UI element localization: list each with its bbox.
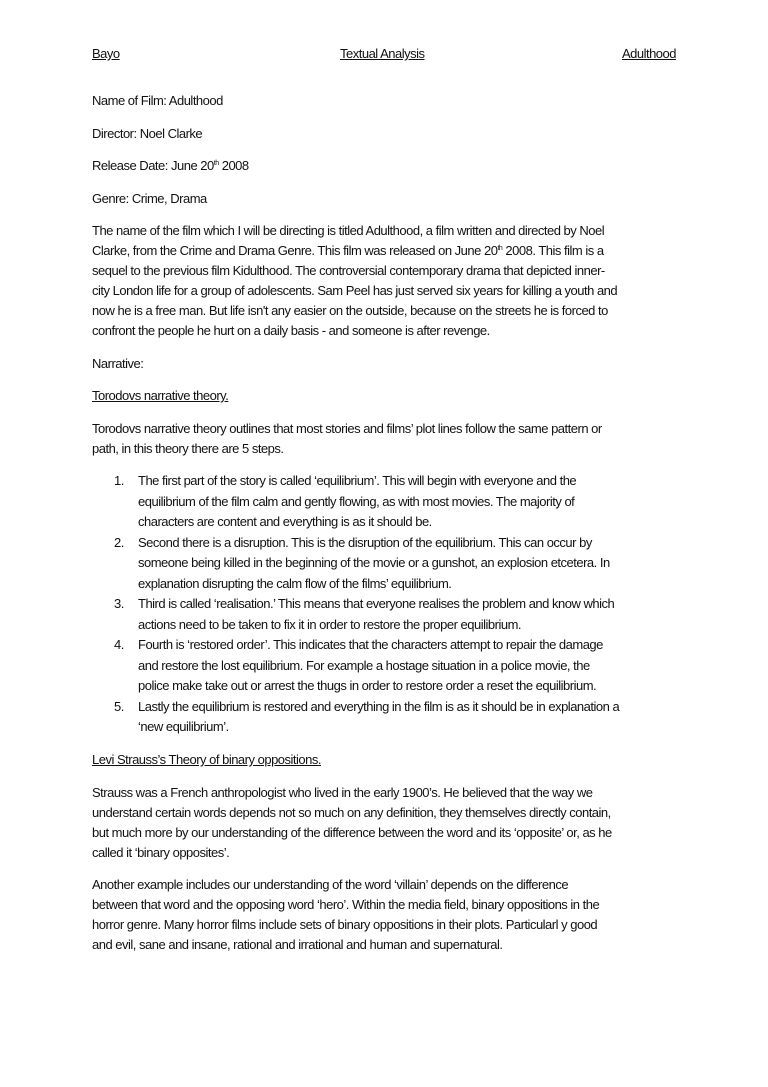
text-line: ‘new equilibrium’. xyxy=(138,719,229,734)
director: Director: Noel Clarke xyxy=(92,125,203,141)
genre: Genre: Crime, Drama xyxy=(92,190,207,206)
todorov-steps-list xyxy=(92,471,682,738)
film-name: Name of Film: Adulthood xyxy=(92,93,223,108)
list-item xyxy=(92,635,682,697)
text-line xyxy=(92,241,682,261)
release-date xyxy=(92,156,682,176)
text-line: horror genre. Many horror films include sets of binary oppositions in their plots. Particularl y good xyxy=(92,917,598,932)
document-page xyxy=(92,44,682,968)
list-item xyxy=(92,533,682,595)
text-line: The first part of the story is called ‘equilibrium’. This will begin with everyone and the xyxy=(138,473,577,488)
text-line: police make take out or arrest the thugs in order to restore order a reset the equilibrium. xyxy=(138,678,597,693)
text-line: Another example includes our understanding of the word ‘villain’ depends on the difference xyxy=(92,877,569,892)
text-line: Strauss was a French anthropologist who lived in the early 1900’s. He believed that the way we xyxy=(92,784,593,800)
text-line: explanation disrupting the calm flow of the films’ equilibrium. xyxy=(138,575,452,591)
release-post: 2008 xyxy=(218,158,249,173)
text-line: between that word and the opposing word ‘hero’. Within the media field, binary oppositions in the xyxy=(92,897,600,912)
release-pre: Release Date: June 20 xyxy=(92,158,214,173)
strauss-paragraph-2 xyxy=(92,875,682,955)
page-header xyxy=(92,44,682,64)
header-author: Bayo xyxy=(92,46,120,61)
text-line: and evil, sane and insane, rational and irrational and human and supernatural. xyxy=(92,937,503,952)
text-line: actions need to be taken to fix it in order to restore the proper equilibrium. xyxy=(138,616,522,632)
text-line: confront the people he hurt on a daily basis - and someone is after revenge. xyxy=(92,323,490,338)
header-film: Adulthood xyxy=(621,46,676,61)
list-number: 4. xyxy=(114,637,124,652)
line-post: 2008. This film is a xyxy=(502,243,604,258)
list-number: 2. xyxy=(114,534,124,550)
narrative-label: Narrative: xyxy=(92,355,144,371)
strauss-paragraph-1 xyxy=(92,783,682,863)
list-item xyxy=(92,471,682,533)
todorov-heading: Torodovs narrative theory. xyxy=(92,388,229,403)
list-number: 1. xyxy=(114,473,124,488)
list-item xyxy=(92,697,682,738)
text-line: someone being killed in the beginning of the movie or a gunshot, an explosion etcetera. In xyxy=(138,555,610,570)
text-line: characters are content and everything is as it should be. xyxy=(138,514,432,529)
text-line: Lastly the equilibrium is restored and everything in the film is as it should be in explanation a xyxy=(138,698,620,714)
text-line: Fourth is ‘restored order’. This indicates that the characters attempt to repair the damage xyxy=(138,637,603,652)
list-number: 3. xyxy=(114,596,124,611)
line-pre: Clarke, from the Crime and Drama Genre. This film was released on June 20 xyxy=(92,243,498,258)
line-sup: th xyxy=(497,245,503,252)
text-line: Second there is a disruption. This is the disruption of the equilibrium. This can occur by xyxy=(138,534,592,550)
text-line: path, in this theory there are 5 steps. xyxy=(92,440,284,456)
text-line: sequel to the previous film Kidulthood. The controversial contemporary drama that depicted inner- xyxy=(92,263,605,278)
list-item xyxy=(92,594,682,635)
intro-paragraph xyxy=(92,221,682,341)
todorov-intro xyxy=(92,419,682,459)
text-line: called it ‘binary opposites’. xyxy=(92,844,230,860)
text-line: The name of the film which I will be directing is titled Adulthood, a film written and directed by Noel xyxy=(92,223,605,238)
text-line: Third is called ‘realisation.’ This means that everyone realises the problem and know which xyxy=(138,596,615,611)
text-line: now he is a free man. But life isn't any easier on the outside, because on the streets he is forced to xyxy=(92,303,608,318)
text-line: but much more by our understanding of the difference between the word and its ‘opposite’ or, as he xyxy=(92,824,612,840)
text-line: equilibrium of the film calm and gently flowing, as with most movies. The majority of xyxy=(138,493,575,509)
text-line: understand certain words depends not so much on any definition, they themselves directly contain, xyxy=(92,804,611,820)
strauss-heading: Levi Strauss’s Theory of binary oppositions. xyxy=(92,752,321,767)
list-number: 5. xyxy=(114,698,124,714)
header-title: Textual Analysis xyxy=(340,46,425,61)
release-sup: th xyxy=(213,160,219,167)
text-line: and restore the lost equilibrium. For example a hostage situation in a police movie, the xyxy=(138,657,590,673)
text-line: city London life for a group of adolescents. Sam Peel has just served six years for killing a youth and xyxy=(92,283,618,298)
text-line: Torodovs narrative theory outlines that most stories and films’ plot lines follow the same pattern or xyxy=(92,420,602,436)
